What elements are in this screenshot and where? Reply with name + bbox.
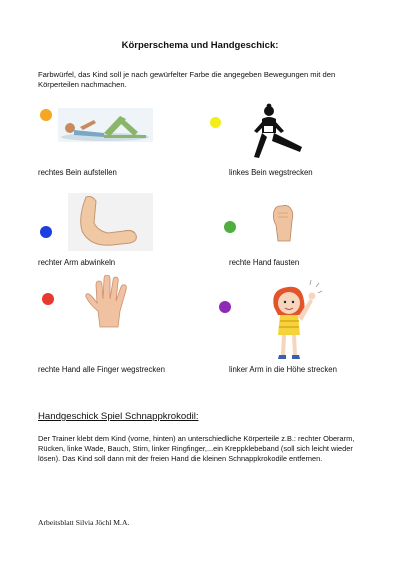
color-dot-red bbox=[42, 293, 54, 305]
exercise-label: rechtes Bein aufstellen bbox=[38, 168, 117, 177]
color-dot-yellow bbox=[210, 117, 221, 128]
child-leg-stretch-icon bbox=[242, 103, 304, 163]
fist-icon bbox=[270, 203, 296, 243]
color-dot-orange bbox=[40, 109, 52, 121]
game-description: Der Trainer klebt dem Kind (vorne, hinten) an unterschiedliche Körperteile z.B.: rechter Oberarm, Rücken, linke Wade, Bauch, Stirn, linker Ringfinger,...ein Kreppklebeband (soll sich leicht wieder lösen). Das Kind soll dann mit der freien Hand die kleinen Schnappkrokodile entfernen. bbox=[38, 434, 355, 464]
exercise-label: rechter Arm abwinkeln bbox=[38, 258, 116, 267]
open-hand-icon bbox=[82, 275, 134, 330]
page-title: Körperschema und Handgeschick: bbox=[121, 40, 279, 51]
person-lying-leg-up-icon bbox=[58, 108, 153, 142]
footer-credit: Arbeitsblatt Silvia Jöchl M.A. bbox=[38, 518, 130, 527]
exercise-label: rechte Hand alle Finger wegstrecken bbox=[38, 365, 165, 374]
bent-arm-icon bbox=[68, 193, 153, 251]
girl-waving-icon bbox=[266, 277, 324, 363]
intro-text: Farbwürfel, das Kind soll je nach gewürfelter Farbe die angegeben Bewegungen mit den Körperteilen nachmachen. bbox=[38, 70, 336, 89]
exercise-label: linker Arm in die Höhe strecken bbox=[229, 365, 337, 374]
exercise-label: linkes Bein wegstrecken bbox=[229, 168, 313, 177]
color-dot-purple bbox=[219, 301, 231, 313]
color-dot-green bbox=[224, 221, 236, 233]
color-dot-blue bbox=[40, 226, 52, 238]
section-heading: Handgeschick Spiel Schnappkrokodil: bbox=[38, 411, 199, 422]
exercise-label: rechte Hand fausten bbox=[229, 258, 300, 267]
